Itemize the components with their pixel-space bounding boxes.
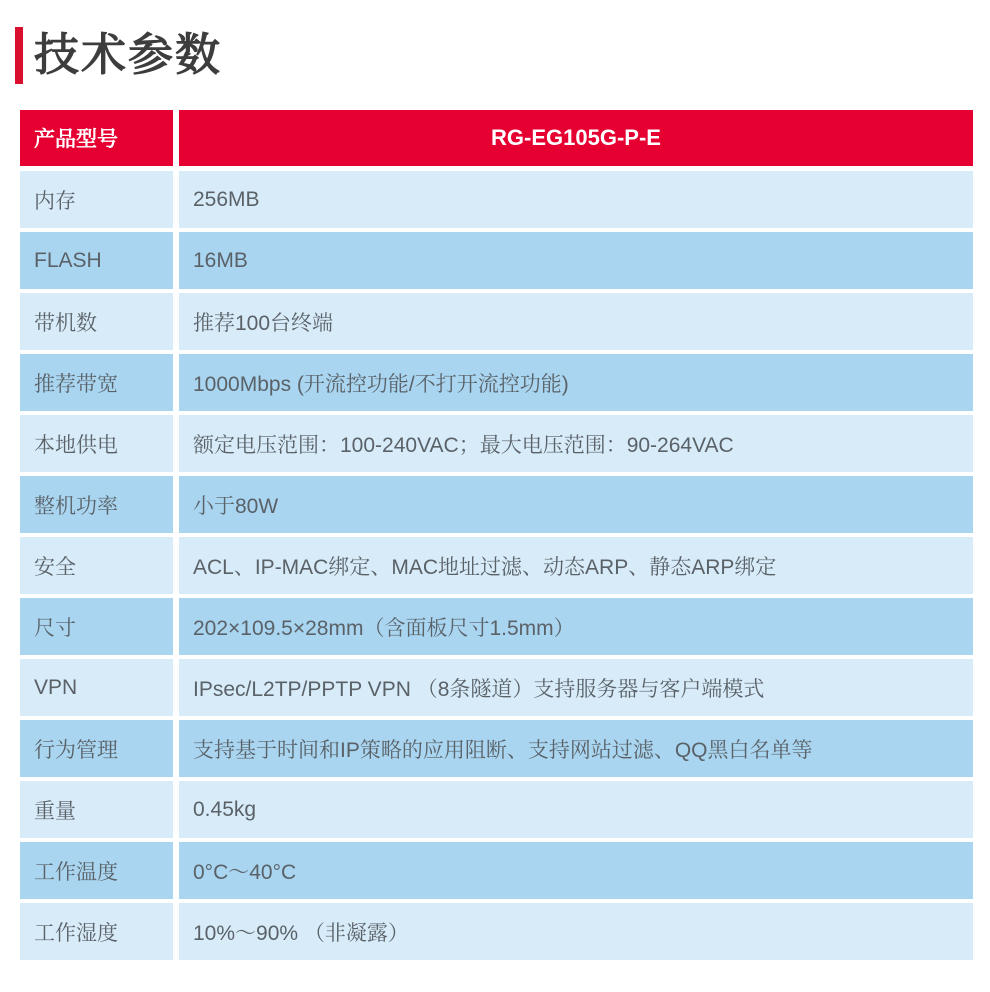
table-row: [20, 537, 973, 594]
row-value: 256MB: [179, 171, 973, 228]
table-row: [20, 354, 973, 411]
header-value-cell: RG-EG105G-P-E: [179, 110, 973, 166]
row-value: 推荐100台终端: [179, 293, 973, 350]
table-header-row: [20, 110, 973, 166]
row-label: 重量: [20, 781, 173, 838]
section-title-block: [15, 25, 222, 85]
row-label: 内存: [20, 171, 173, 228]
row-value: 小于80W: [179, 476, 973, 533]
row-label: 行为管理: [20, 720, 173, 777]
table-row: [20, 781, 973, 838]
row-label: 整机功率: [20, 476, 173, 533]
header-label-cell: 产品型号: [20, 110, 173, 166]
row-value: 16MB: [179, 232, 973, 289]
row-label: 工作温度: [20, 842, 173, 899]
row-label: 推荐带宽: [20, 354, 173, 411]
table-row: [20, 293, 973, 350]
table-row: [20, 171, 973, 228]
page-title: 技术参数: [34, 29, 223, 80]
row-value: 支持基于时间和IP策略的应用阻断、支持网站过滤、QQ黑白名单等: [179, 720, 973, 777]
table-row: [20, 903, 973, 960]
row-label: FLASH: [20, 232, 173, 289]
row-label: 尺寸: [20, 598, 173, 655]
row-label: 工作湿度: [20, 903, 173, 960]
row-value: IPsec/L2TP/PPTP VPN （8条隧道）支持服务器与客户端模式: [179, 659, 973, 716]
row-value: 10%～90% （非凝露）: [179, 903, 973, 960]
row-value: 1000Mbps (开流控功能/不打开流控功能): [179, 354, 973, 411]
title-accent-bar: [15, 27, 23, 84]
table-body: [20, 171, 973, 960]
row-label: VPN: [20, 659, 173, 716]
spec-table: [20, 110, 973, 964]
table-row: [20, 598, 973, 655]
table-row: [20, 659, 973, 716]
table-row: [20, 232, 973, 289]
table-row: [20, 720, 973, 777]
table-row: [20, 842, 973, 899]
row-label: 本地供电: [20, 415, 173, 472]
row-label: 带机数: [20, 293, 173, 350]
row-value: 202×109.5×28mm（含面板尺寸1.5mm）: [179, 598, 973, 655]
row-label: 安全: [20, 537, 173, 594]
table-row: [20, 476, 973, 533]
row-value: 0°C～40°C: [179, 842, 973, 899]
row-value: 0.45kg: [179, 781, 973, 838]
table-row: [20, 415, 973, 472]
row-value: 额定电压范围：100-240VAC；最大电压范围：90-264VAC: [179, 415, 973, 472]
row-value: ACL、IP-MAC绑定、MAC地址过滤、动态ARP、静态ARP绑定: [179, 537, 973, 594]
